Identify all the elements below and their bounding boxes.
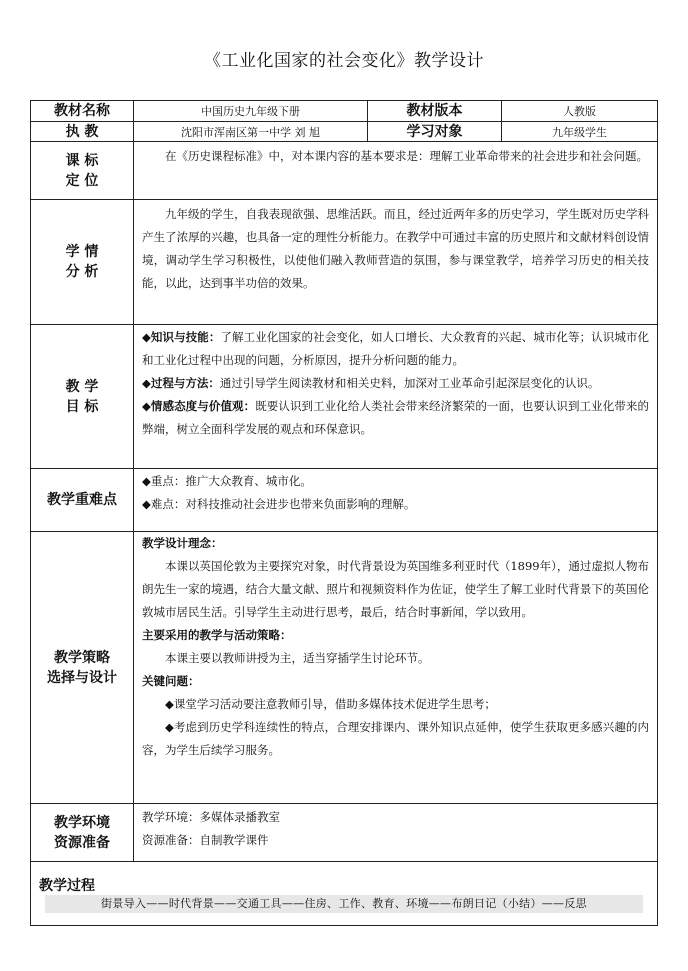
key-issue-heading: 关键问题： bbox=[142, 674, 200, 688]
textbook-name-label: 教材名称 bbox=[54, 103, 110, 119]
lesson-plan-table bbox=[30, 100, 658, 926]
emotion-text: 既要认识到工业化给人类社会带来经济繁荣的一面，也要认识到工业化带来的弊端，树立全面科学发展的观点和环保意识。 bbox=[142, 399, 650, 436]
method-heading: 主要采用的教学与活动策略： bbox=[142, 628, 292, 642]
knowledge-heading: ◆知识与技能： bbox=[142, 330, 221, 344]
textbook-edition-value: 人教版 bbox=[563, 105, 596, 118]
key-difficult-points-text bbox=[134, 469, 657, 531]
environment-resources-label: 教学环境 资源准备 bbox=[54, 814, 110, 851]
key-issue-1: ◆课堂学习活动要注意教师引导，借助多媒体技术促进学生思考； bbox=[165, 697, 496, 711]
knowledge-text: 了解工业化国家的社会变化，如人口增长、大众教育的兴起、城市化等；认识城市化和工业化过程中出现的问题，分析原因，提升分析问题的能力。 bbox=[142, 330, 650, 367]
curriculum-standard-label: 课 标 定 位 bbox=[65, 152, 99, 189]
key-difficult-points-label: 教学重难点 bbox=[47, 492, 117, 508]
textbook-edition-label: 教材版本 bbox=[406, 103, 463, 119]
textbook-name-value: 中国历史九年级下册 bbox=[201, 105, 300, 118]
teaching-strategy-label: 教学策略 选择与设计 bbox=[47, 649, 117, 686]
teaching-process-flow: 街景导入——时代背景——交通工具——住房、工作、教育、环境——布朗日记（小结）——反思 bbox=[45, 895, 643, 913]
teaching-strategy-text bbox=[134, 532, 657, 803]
method-text: 本课主要以教师讲授为主，适当穿插学生讨论环节。 bbox=[165, 651, 430, 665]
teacher-label: 执 教 bbox=[65, 123, 99, 140]
learner-label: 学习对象 bbox=[406, 123, 463, 140]
process-heading: ◆过程与方法： bbox=[142, 376, 220, 390]
resources-text: 资源准备：自制教学课件 bbox=[142, 833, 269, 847]
teaching-objectives-text bbox=[134, 325, 657, 468]
learner-value: 九年级学生 bbox=[552, 125, 607, 139]
environment-text: 教学环境：多媒体录播教室 bbox=[142, 810, 280, 824]
emotion-heading: ◆情感态度与价值观： bbox=[142, 399, 256, 413]
curriculum-standard-text: 在《历史课程标准》中，对本课内容的基本要求是：理解工业革命带来的社会进步和社会问题。 bbox=[165, 149, 648, 163]
teaching-objectives-label: 教 学 目 标 bbox=[65, 378, 99, 415]
environment-resources-text bbox=[134, 804, 657, 861]
difficult-point: ◆难点：对科技推动社会进步也带来负面影响的理解。 bbox=[142, 497, 416, 511]
design-concept-text: 本课以英国伦敦为主要探究对象，时代背景设为英国维多利亚时代（1899年），通过虚拟人物布朗先生一家的境遇，结合大量文献、照片和视频资料作为佐证，使学生了解工业时代背景下的英国伦敦城市居民生活。引导学生主动进行思考，最后，结合时事新闻，学以致用。 bbox=[142, 559, 649, 619]
key-issue-2: ◆考虑到历史学科连续性的特点，合理安排课内、课外知识点延伸，使学生获取更多感兴趣的内容，为学生后续学习服务。 bbox=[142, 720, 649, 757]
key-point: ◆重点：推广大众教育、城市化。 bbox=[142, 474, 312, 488]
student-analysis-text: 九年级的学生，自我表现欲强、思维活跃。而且，经过近两年多的历史学习，学生既对历史学科产生了浓厚的兴趣，也具备一定的理性分析能力。在教学中可通过丰富的历史照片和文献材料创设情境，调动学生学习积极性，以使他们融入教师营造的氛围，参与课堂教学，培养学习历史的相关技能，以此，达到事半功倍的效果。 bbox=[142, 207, 649, 290]
document-title: 《工业化国家的社会变化》教学设计 bbox=[204, 51, 484, 71]
teaching-process-label: 教学过程 bbox=[39, 878, 95, 894]
process-text: 通过引导学生阅读教材和相关史料，加深对工业革命引起深层变化的认识。 bbox=[219, 376, 600, 390]
design-concept-heading: 教学设计理念： bbox=[142, 536, 223, 550]
student-analysis-label: 学 情 分 析 bbox=[65, 244, 99, 280]
teacher-value: 沈阳市浑南区第一中学 刘 旭 bbox=[181, 125, 320, 139]
